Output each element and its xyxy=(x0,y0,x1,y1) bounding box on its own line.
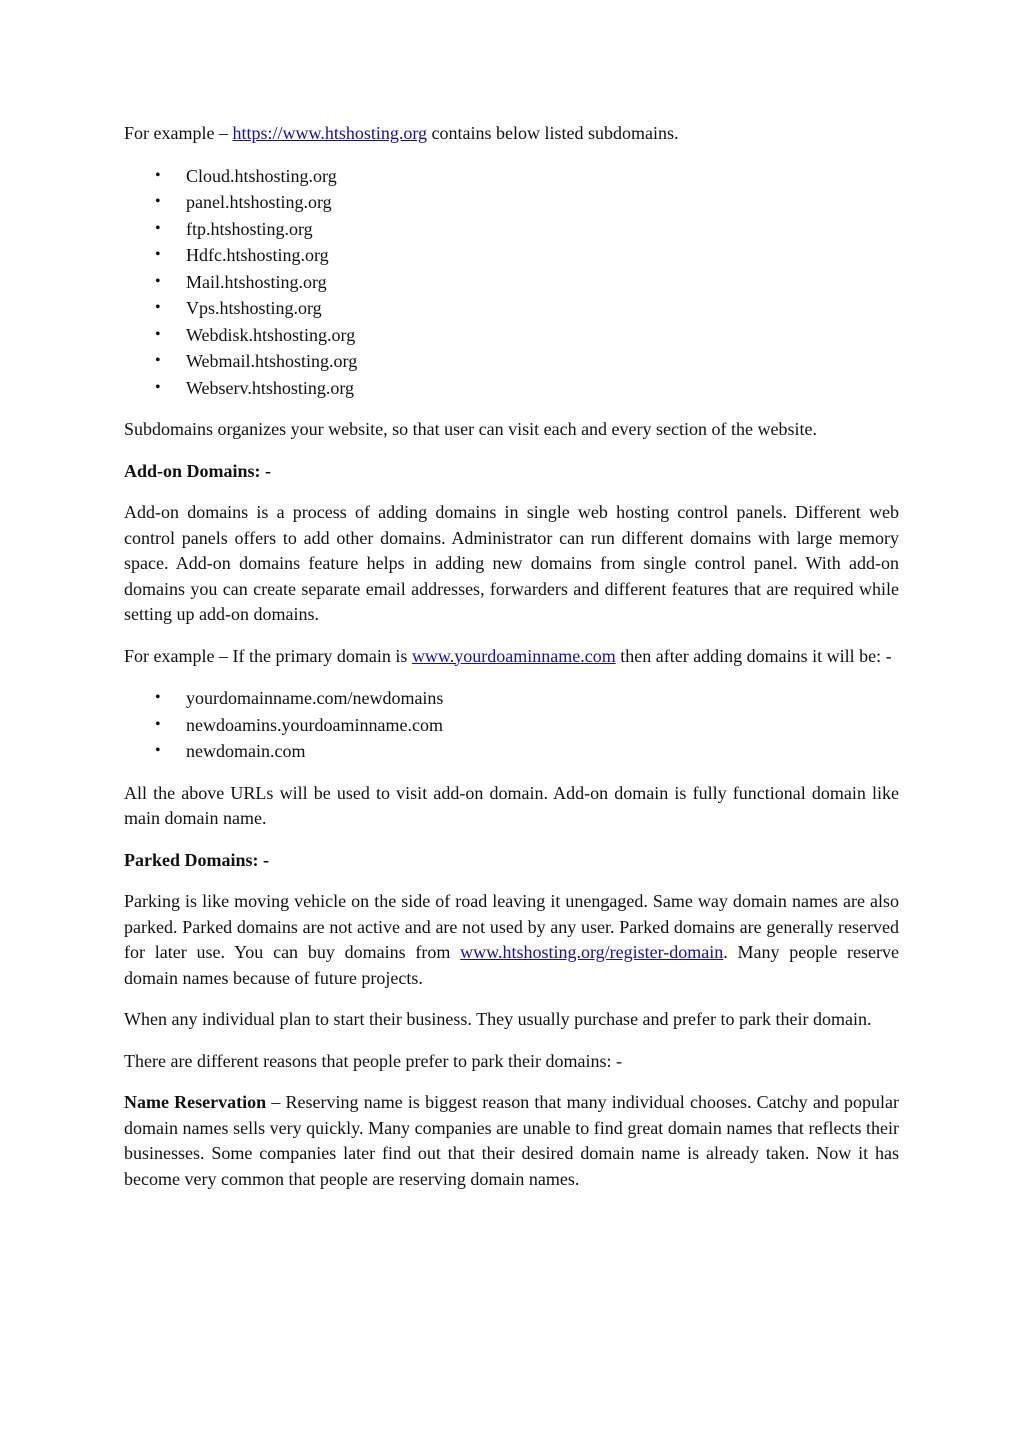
parked-paragraph-2: When any individual plan to start their business. They usually purchase and prefer to park their domain. xyxy=(124,1009,872,1029)
parked-paragraph-3: There are different reasons that people prefer to park their domains: - xyxy=(124,1050,622,1071)
addon-example-list xyxy=(124,685,899,765)
list-item: • Cloud.htshosting.org xyxy=(124,163,899,190)
bullet-icon: • xyxy=(155,246,161,263)
addon-example-paragraph: For example – If the primary domain is www.yourdoaminname.com then after adding domains it will be: - xyxy=(124,645,892,666)
parked-paragraph-1: Parking is like moving vehicle on the side of road leaving it unengaged. Same way domain names are also parked. Parked domains are not active and are not used by any user. Parked domains are generally reserved for later use. You can buy domains from www.htshosting.org/register-domain. Many people reserve domain names because of future projects. xyxy=(124,891,900,988)
list-item: • yourdomainname.com/newdomains xyxy=(124,685,899,712)
addon-paragraph: Add-on domains is a process of adding domains in single web hosting control panels. Different web control panels offers to add other domains. Administrator can run different domains with large memory space. Add-on domains feature helps in adding new domains from single control panel. With add-on domains you can create separate email addresses, forwarders and different features that are required while setting up add-on domains. xyxy=(124,502,899,624)
list-item: • panel.htshosting.org xyxy=(124,189,899,216)
bullet-icon: • xyxy=(155,219,161,237)
list-item: • newdoamins.yourdoaminname.com xyxy=(124,712,899,739)
bullet-icon: • xyxy=(155,299,161,316)
subdomains-note: Subdomains organizes your website, so that user can visit each and every section of the website. xyxy=(124,419,817,439)
bullet-icon: • xyxy=(155,378,161,396)
name-reservation-paragraph: Name Reservation – Reserving name is biggest reason that many individual chooses. Catchy and popular domain names sells very quickly. Many companies are unable to find great domain names that reflects their businesses. Some companies later find out that their desired domain name is already taken. Now it has become very common that people are reserving domain names. xyxy=(124,1092,899,1189)
addon-heading: Add-on Domains: - xyxy=(124,460,272,481)
addon-closing: All the above URLs will be used to visit add-on domain. Add-on domain is fully functional domain like main domain name. xyxy=(124,782,899,828)
list-item: • Webserv.htshosting.org xyxy=(124,375,899,402)
intro-paragraph xyxy=(124,121,899,147)
list-item: • ftp.htshosting.org xyxy=(124,216,899,243)
list-item: • Vps.htshosting.org xyxy=(124,295,899,322)
bullet-icon: • xyxy=(155,742,161,759)
bullet-icon: • xyxy=(155,715,161,733)
intro-prefix: For example – xyxy=(124,123,233,143)
register-domain-link[interactable]: www.htshosting.org/register-domain xyxy=(460,942,724,962)
intro-suffix: contains below listed subdomains. xyxy=(427,123,679,143)
bullet-icon: • xyxy=(155,272,161,290)
list-item: • Mail.htshosting.org xyxy=(124,269,899,296)
list-item: • Hdfc.htshosting.org xyxy=(124,242,899,269)
yourdomain-link[interactable]: www.yourdoaminname.com xyxy=(411,645,616,666)
bullet-icon: • xyxy=(155,193,161,210)
subdomain-list xyxy=(124,163,899,402)
htshosting-link[interactable]: https://www.htshosting.org xyxy=(232,123,428,143)
bullet-icon: • xyxy=(155,352,161,369)
name-reservation-label: Name Reservation xyxy=(124,1092,267,1112)
list-item: • newdomain.com xyxy=(124,738,899,765)
list-item: • Webmail.htshosting.org xyxy=(124,348,899,375)
bullet-icon: • xyxy=(155,166,161,184)
parked-heading: Parked Domains: - xyxy=(124,849,269,870)
bullet-icon: • xyxy=(155,689,161,706)
document-body xyxy=(124,121,899,1192)
list-item: • Webdisk.htshosting.org xyxy=(124,322,899,349)
bullet-icon: • xyxy=(155,325,161,343)
